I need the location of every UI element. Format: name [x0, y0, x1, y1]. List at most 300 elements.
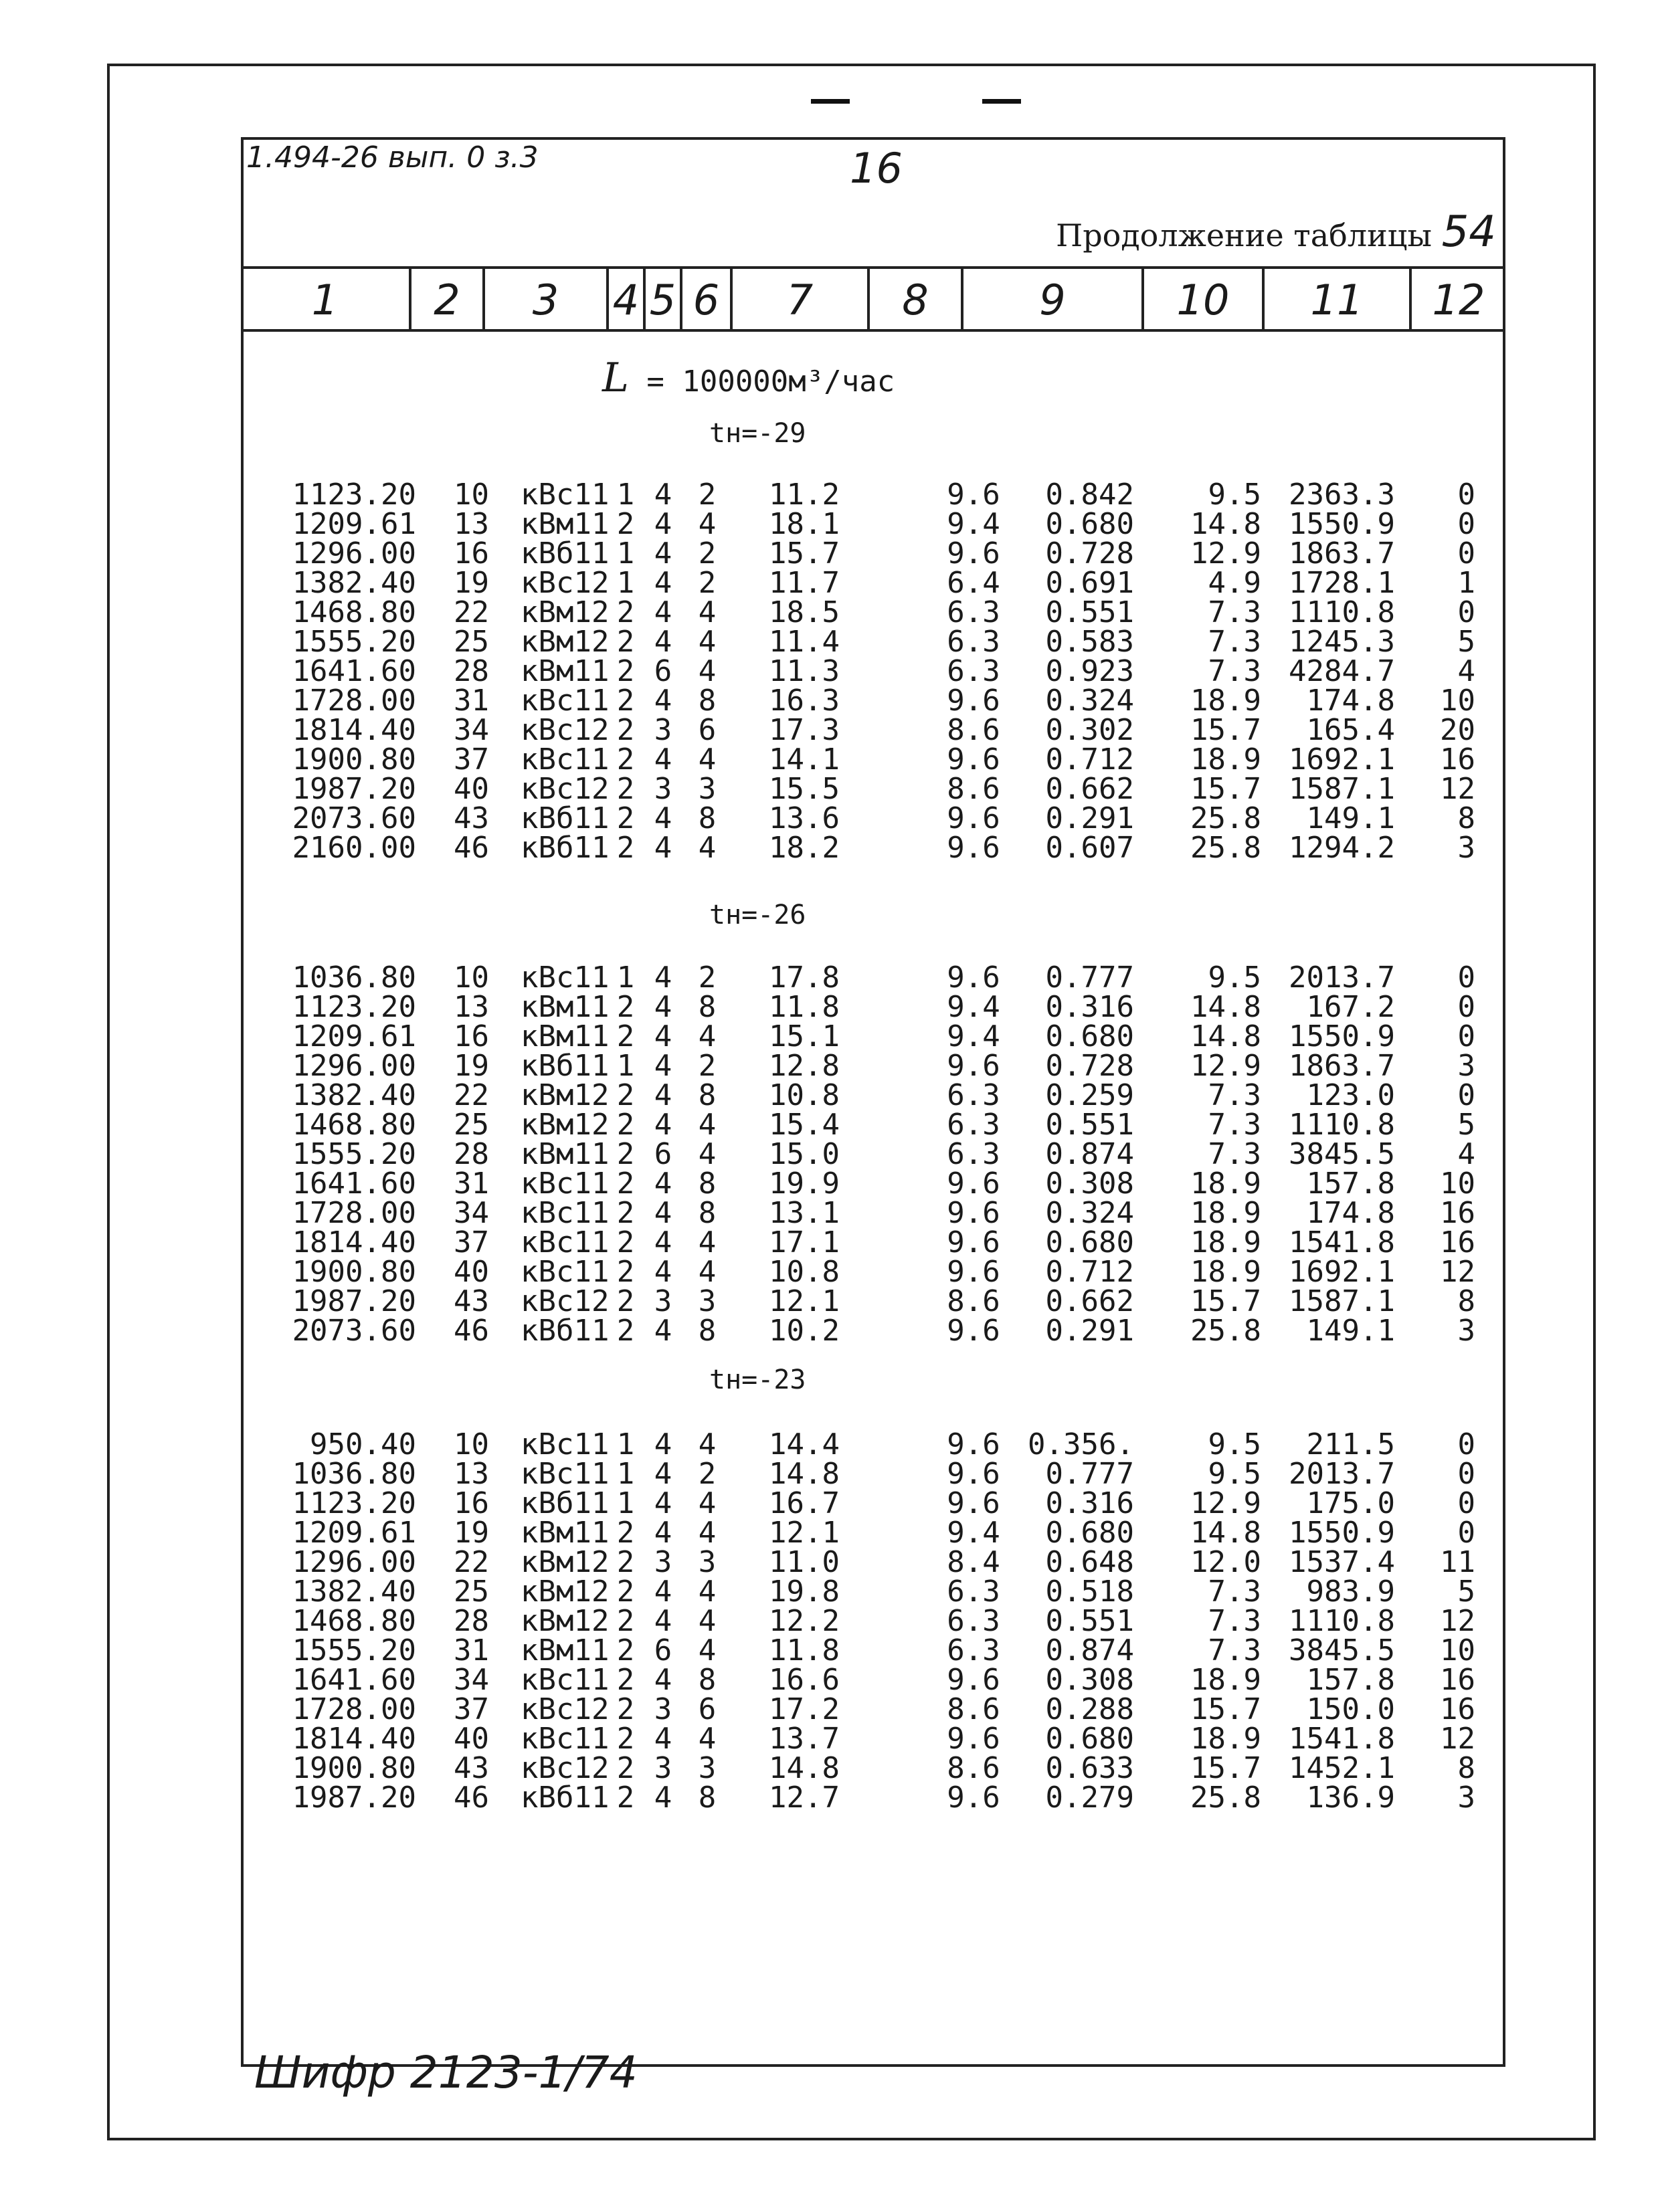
table-row — [241, 1255, 1505, 1289]
table-cell: кВм12 — [521, 625, 610, 659]
table-cell: 2 — [616, 1575, 635, 1609]
table-cell: кВс12 — [521, 1751, 610, 1785]
table-cell: 0.288 — [1045, 1692, 1134, 1726]
table-cell: 1587.1 — [1289, 1284, 1395, 1318]
table-cell: 4 — [698, 1722, 717, 1756]
table-cell: 4 — [654, 1078, 672, 1112]
table-cell: 0 — [1457, 595, 1475, 629]
table-cell: 16 — [1440, 1692, 1475, 1726]
flow-rate-formula — [602, 355, 895, 401]
table-cell: 8 — [698, 1078, 717, 1112]
table-cell: 14.1 — [769, 742, 840, 777]
table-cell: 2 — [616, 625, 635, 659]
table-cell: 149.1 — [1306, 1314, 1395, 1348]
table-cell: 950.40 — [310, 1427, 416, 1462]
table-cell: 8 — [698, 1167, 717, 1201]
table-row — [241, 686, 1505, 716]
table-row — [241, 1692, 1505, 1726]
table-cell: 2 — [698, 536, 717, 571]
table-cell: 9.6 — [947, 478, 1000, 512]
table-cell: 16 — [454, 536, 489, 571]
table-cell: кВс12 — [521, 1284, 610, 1318]
table-cell: 1123.20 — [292, 1486, 416, 1520]
table-number: 54 — [1441, 207, 1496, 257]
table-cell: 4 — [1457, 654, 1475, 688]
table-cell: кВс11 — [521, 742, 610, 777]
table-row — [241, 833, 1505, 863]
table-cell: 14.8 — [1190, 1019, 1261, 1053]
table-cell: 1550.9 — [1289, 507, 1395, 541]
table-cell: 0.302 — [1045, 713, 1134, 747]
column-header: 12 — [1432, 275, 1485, 324]
table-cell: 1555.20 — [292, 1633, 416, 1668]
table-cell: 3 — [654, 1284, 672, 1318]
table-cell: 2 — [616, 713, 635, 747]
table-cell: 4 — [654, 595, 672, 629]
table-cell: кВб11 — [521, 831, 610, 865]
table-cell: 1 — [616, 1427, 635, 1462]
table-cell: 3 — [698, 772, 717, 806]
table-row — [241, 1110, 1505, 1140]
table-cell: 2 — [616, 1255, 635, 1289]
table-cell: 0.680 — [1045, 1225, 1134, 1260]
section-title: tн=-23 — [709, 1365, 806, 1395]
table-cell: 2 — [616, 654, 635, 688]
table-cell: 1537.4 — [1289, 1545, 1395, 1579]
table-cell: 18.9 — [1190, 742, 1261, 777]
column-header: 4 — [609, 269, 646, 330]
table-cell: 18.2 — [769, 831, 840, 865]
table-row — [241, 990, 1505, 1024]
table-cell: 6.3 — [947, 1078, 1000, 1112]
table-cell: 2 — [698, 1049, 717, 1083]
table-cell: кВм12 — [521, 1545, 610, 1579]
table-cell: 12.1 — [769, 1284, 840, 1318]
table-cell: 1692.1 — [1289, 742, 1395, 777]
table-cell: 0.356. — [1028, 1427, 1134, 1462]
table-row — [241, 1316, 1505, 1346]
table-cell: 157.8 — [1306, 1167, 1395, 1201]
table-cell: 14.8 — [769, 1457, 840, 1491]
table-cell: 25.8 — [1190, 801, 1261, 835]
table-cell: 11.7 — [769, 566, 840, 600]
table-cell: кВб11 — [521, 801, 610, 835]
table-cell: 2 — [616, 1225, 635, 1260]
table-cell: 8.4 — [947, 1545, 1000, 1579]
table-row — [241, 1284, 1505, 1318]
table-cell: 2 — [616, 1108, 635, 1142]
table-cell: 3845.5 — [1289, 1137, 1395, 1171]
table-cell: 0.662 — [1045, 772, 1134, 806]
table-row — [241, 1486, 1505, 1520]
table-row — [241, 1545, 1505, 1579]
table-cell: 1294.2 — [1289, 831, 1395, 865]
table-cell: 9.6 — [947, 1486, 1000, 1520]
table-cell: 1 — [616, 566, 635, 600]
table-cell: 0.728 — [1045, 1049, 1134, 1083]
table-cell: 28 — [454, 1137, 489, 1171]
table-cell: 7.3 — [1208, 1108, 1261, 1142]
table-cell: 15.7 — [1190, 1284, 1261, 1318]
table-cell: 1814.40 — [292, 1722, 416, 1756]
table-cell: 0 — [1457, 1427, 1475, 1462]
table-cell: 136.9 — [1306, 1781, 1395, 1815]
table-cell: 16.3 — [769, 684, 840, 718]
table-cell: 1987.20 — [292, 772, 416, 806]
table-cell: 9.6 — [947, 684, 1000, 718]
table-cell: 12.9 — [1190, 1486, 1261, 1520]
table-cell: 165.4 — [1306, 713, 1395, 747]
table-cell: 17.8 — [769, 961, 840, 995]
table-cell: 4 — [698, 1137, 717, 1171]
table-cell: 12.8 — [769, 1049, 840, 1083]
table-cell: 15.5 — [769, 772, 840, 806]
table-cell: 4 — [698, 1427, 717, 1462]
table-cell: 2 — [616, 1078, 635, 1112]
table-cell: 9.6 — [947, 1457, 1000, 1491]
table-cell: 11.0 — [769, 1545, 840, 1579]
table-cell: 8.6 — [947, 1284, 1000, 1318]
table-cell: 2 — [616, 990, 635, 1024]
table-cell: 9.6 — [947, 1722, 1000, 1756]
table-cell: 4 — [654, 625, 672, 659]
table-cell: кВс11 — [521, 1196, 610, 1230]
table-cell: 0.923 — [1045, 654, 1134, 688]
table-cell: 8 — [1457, 801, 1475, 835]
table-cell: 4 — [698, 1019, 717, 1053]
table-cell: 2013.7 — [1289, 1457, 1395, 1491]
table-cell: кВс11 — [521, 684, 610, 718]
table-cell: 2 — [616, 1314, 635, 1348]
table-cell: 0.316 — [1045, 990, 1134, 1024]
table-cell: 37 — [454, 742, 489, 777]
table-cell: 2 — [616, 801, 635, 835]
table-cell: кВм11 — [521, 1516, 610, 1550]
table-cell: 18.9 — [1190, 1722, 1261, 1756]
table-cell: 4 — [654, 1486, 672, 1520]
table-row — [241, 801, 1505, 835]
table-cell: 4 — [698, 1255, 717, 1289]
table-cell: 1209.61 — [292, 507, 416, 541]
table-cell: 0.691 — [1045, 566, 1134, 600]
table-cell: 31 — [454, 684, 489, 718]
table-cell: 16.7 — [769, 1486, 840, 1520]
table-cell: 0 — [1457, 536, 1475, 571]
table-cell: 25 — [454, 1575, 489, 1609]
table-row — [241, 1577, 1505, 1607]
table-cell: 40 — [454, 1255, 489, 1289]
table-cell: 1863.7 — [1289, 1049, 1395, 1083]
table-cell: 4 — [654, 1663, 672, 1697]
table-cell: 25.8 — [1190, 1781, 1261, 1815]
table-cell: 983.9 — [1306, 1575, 1395, 1609]
table-cell: 9.6 — [947, 1663, 1000, 1697]
table-cell: 9.4 — [947, 507, 1000, 541]
table-cell: 14.4 — [769, 1427, 840, 1462]
table-cell: 7.3 — [1208, 1633, 1261, 1668]
table-cell: 15.7 — [1190, 1751, 1261, 1785]
table-cell: 2 — [616, 595, 635, 629]
table-cell: 1382.40 — [292, 1575, 416, 1609]
table-cell: кВс11 — [521, 1457, 610, 1491]
table-cell: 3845.5 — [1289, 1633, 1395, 1668]
table-cell: 9.5 — [1208, 478, 1261, 512]
table-cell: 12.9 — [1190, 536, 1261, 571]
table-cell: 3 — [698, 1284, 717, 1318]
table-cell: 13.1 — [769, 1196, 840, 1230]
table-cell: 37 — [454, 1692, 489, 1726]
table-cell: 7.3 — [1208, 1575, 1261, 1609]
table-cell: 0 — [1457, 1078, 1475, 1112]
table-cell: 0.551 — [1045, 595, 1134, 629]
table-cell: 4 — [698, 1633, 717, 1668]
table-cell: 4 — [654, 1255, 672, 1289]
table-cell: 1555.20 — [292, 625, 416, 659]
table-cell: 1550.9 — [1289, 1019, 1395, 1053]
table-cell: 15.0 — [769, 1137, 840, 1171]
table-cell: 1110.8 — [1289, 1108, 1395, 1142]
flow-symbol: L — [602, 355, 629, 401]
table-row — [241, 1019, 1505, 1053]
table-cell: 4 — [654, 478, 672, 512]
table-cell: 17.2 — [769, 1692, 840, 1726]
table-cell: 2 — [616, 772, 635, 806]
table-cell: 8.6 — [947, 1692, 1000, 1726]
table-cell: 2 — [616, 1516, 635, 1550]
table-cell: 0.291 — [1045, 801, 1134, 835]
table-row — [241, 595, 1505, 629]
table-cell: 1900.80 — [292, 1255, 416, 1289]
table-cell: 4 — [698, 1225, 717, 1260]
table-row — [241, 536, 1505, 571]
table-cell: 4 — [654, 1457, 672, 1491]
table-cell: кВс11 — [521, 1663, 610, 1697]
table-cell: 0.607 — [1045, 831, 1134, 865]
table-row — [241, 1724, 1505, 1754]
table-cell: 0.680 — [1045, 1019, 1134, 1053]
table-cell: 6.3 — [947, 1604, 1000, 1638]
top-dash-right — [982, 99, 1021, 104]
table-cell: 3 — [1457, 1781, 1475, 1815]
table-cell: 13.7 — [769, 1722, 840, 1756]
table-cell: 6.3 — [947, 1108, 1000, 1142]
table-cell: 13 — [454, 990, 489, 1024]
table-cell: 20 — [1440, 713, 1475, 747]
table-cell: 0 — [1457, 1516, 1475, 1550]
table-cell: 1 — [1457, 566, 1475, 600]
table-cell: 7.3 — [1208, 595, 1261, 629]
table-cell: 1209.61 — [292, 1516, 416, 1550]
table-cell: 16.6 — [769, 1663, 840, 1697]
table-cell: 1296.00 — [292, 536, 416, 571]
table-cell: 22 — [454, 1078, 489, 1112]
table-cell: 0.648 — [1045, 1545, 1134, 1579]
table-cell: 1468.80 — [292, 1604, 416, 1638]
table-cell: 2 — [616, 1722, 635, 1756]
table-cell: 8 — [698, 801, 717, 835]
table-cell: 3 — [654, 1692, 672, 1726]
table-cell: 8 — [698, 1196, 717, 1230]
table-cell: 15.1 — [769, 1019, 840, 1053]
column-header: 9 — [963, 269, 1144, 330]
table-cell: 9.6 — [947, 1255, 1000, 1289]
table-cell: 1 — [616, 478, 635, 512]
table-cell: 1468.80 — [292, 1108, 416, 1142]
table-cell: 12.7 — [769, 1781, 840, 1815]
table-cell: 1452.1 — [1289, 1751, 1395, 1785]
table-cell: 11.3 — [769, 654, 840, 688]
table-cell: 0.583 — [1045, 625, 1134, 659]
table-cell: 9.6 — [947, 536, 1000, 571]
table-cell: 4 — [654, 801, 672, 835]
table-cell: 4 — [698, 1516, 717, 1550]
table-cell: 8 — [698, 990, 717, 1024]
table-cell: 4 — [654, 1019, 672, 1053]
table-cell: 8 — [698, 684, 717, 718]
table-cell: 11.8 — [769, 990, 840, 1024]
table-cell: 9.6 — [947, 1196, 1000, 1230]
table-cell: 1296.00 — [292, 1545, 416, 1579]
table-cell: 9.5 — [1208, 961, 1261, 995]
table-cell: 1541.8 — [1289, 1722, 1395, 1756]
table-cell: кВм11 — [521, 1633, 610, 1668]
table-cell: 11.4 — [769, 625, 840, 659]
table-cell: 149.1 — [1306, 801, 1395, 835]
table-cell: 1814.40 — [292, 713, 416, 747]
table-cell: 4 — [698, 1575, 717, 1609]
table-cell: 2 — [616, 1284, 635, 1318]
table-row — [241, 1783, 1505, 1813]
table-cell: 2 — [616, 831, 635, 865]
table-cell: 2 — [698, 566, 717, 600]
table-cell: 15.7 — [1190, 1692, 1261, 1726]
table-cell: кВс11 — [521, 1255, 610, 1289]
table-cell: 13 — [454, 507, 489, 541]
table-cell: 1 — [616, 961, 635, 995]
table-cell: 15.4 — [769, 1108, 840, 1142]
table-cell: 0.308 — [1045, 1167, 1134, 1201]
table-cell: 9.6 — [947, 1427, 1000, 1462]
table-cell: 37 — [454, 1225, 489, 1260]
table-cell: 5 — [1457, 625, 1475, 659]
table-cell: кВм12 — [521, 595, 610, 629]
table-cell: 11.2 — [769, 478, 840, 512]
table-cell: 0 — [1457, 507, 1475, 541]
table-cell: кВм11 — [521, 990, 610, 1024]
table-cell: 9.5 — [1208, 1457, 1261, 1491]
table-cell: 9.6 — [947, 1167, 1000, 1201]
table-cell: 9.6 — [947, 742, 1000, 777]
table-cell: 25 — [454, 625, 489, 659]
table-cell: 4 — [654, 1314, 672, 1348]
table-cell: 34 — [454, 1196, 489, 1230]
table-cell: 4 — [654, 1604, 672, 1638]
table-cell: 211.5 — [1306, 1427, 1395, 1462]
table-cell: 2073.60 — [292, 1314, 416, 1348]
table-row — [241, 1427, 1505, 1462]
table-cell: 1245.3 — [1289, 625, 1395, 659]
table-cell: 2363.3 — [1289, 478, 1395, 512]
table-cell: 43 — [454, 801, 489, 835]
table-cell: 2 — [616, 1633, 635, 1668]
table-cell: 4 — [654, 1196, 672, 1230]
table-cell: 10 — [1440, 1633, 1475, 1668]
table-cell: 16 — [454, 1019, 489, 1053]
table-row — [241, 1457, 1505, 1491]
table-cell: 1382.40 — [292, 566, 416, 600]
table-cell: 1468.80 — [292, 595, 416, 629]
table-cell: 0 — [1457, 1486, 1475, 1520]
table-cell: 1863.7 — [1289, 536, 1395, 571]
table-cell: 22 — [454, 1545, 489, 1579]
table-cell: 9.4 — [947, 990, 1000, 1024]
table-cell: 43 — [454, 1751, 489, 1785]
column-header: 8 — [870, 269, 963, 330]
table-cell: 4 — [698, 507, 717, 541]
table-cell: 4 — [698, 595, 717, 629]
table-cell: 0.551 — [1045, 1108, 1134, 1142]
table-cell: 1728.1 — [1289, 566, 1395, 600]
table-row — [241, 654, 1505, 688]
table-cell: 10.8 — [769, 1078, 840, 1112]
table-row — [241, 566, 1505, 600]
table-cell: 4 — [698, 654, 717, 688]
table-cell: кВб11 — [521, 1049, 610, 1083]
table-cell: 34 — [454, 713, 489, 747]
table-cell: 3 — [654, 713, 672, 747]
table-cell: 2 — [698, 961, 717, 995]
table-cell: 1987.20 — [292, 1284, 416, 1318]
table-cell: 3 — [1457, 1314, 1475, 1348]
page-number: 16 — [850, 144, 903, 193]
table-cell: 0.518 — [1045, 1575, 1134, 1609]
table-cell: кВс11 — [521, 1167, 610, 1201]
table-cell: 0.633 — [1045, 1751, 1134, 1785]
table-cell: 16 — [1440, 742, 1475, 777]
table-cell: 9.4 — [947, 1019, 1000, 1053]
table-cell: 3 — [654, 1751, 672, 1785]
table-cell: 4 — [654, 1516, 672, 1550]
table-cell: 6 — [654, 1633, 672, 1668]
table-cell: 8.6 — [947, 713, 1000, 747]
column-header: 6 — [682, 269, 733, 330]
table-cell: 174.8 — [1306, 1196, 1395, 1230]
document-code: 1.494-26 вып. 0 з.3 — [246, 140, 539, 175]
table-cell: 12.0 — [1190, 1545, 1261, 1579]
table-cell: 15.7 — [1190, 772, 1261, 806]
table-row — [241, 1604, 1505, 1638]
table-cell: 1987.20 — [292, 1781, 416, 1815]
table-cell: кВм11 — [521, 507, 610, 541]
table-cell: 46 — [454, 1781, 489, 1815]
table-cell: 0.259 — [1045, 1078, 1134, 1112]
table-cell: 17.3 — [769, 713, 840, 747]
table-cell: 10 — [454, 478, 489, 512]
table-cell: кВс11 — [521, 1722, 610, 1756]
table-cell: 4 — [698, 625, 717, 659]
column-header: 11 — [1265, 269, 1412, 330]
table-cell: 1587.1 — [1289, 772, 1395, 806]
table-cell: 4 — [654, 1781, 672, 1815]
table-cell: 2 — [616, 1019, 635, 1053]
table-cell: 1 — [616, 1049, 635, 1083]
table-cell: 1110.8 — [1289, 1604, 1395, 1638]
table-cell: 2 — [698, 478, 717, 512]
continuation-label — [1056, 207, 1496, 257]
table-cell: 46 — [454, 1314, 489, 1348]
table-cell: 19 — [454, 1049, 489, 1083]
table-cell: 10 — [454, 961, 489, 995]
